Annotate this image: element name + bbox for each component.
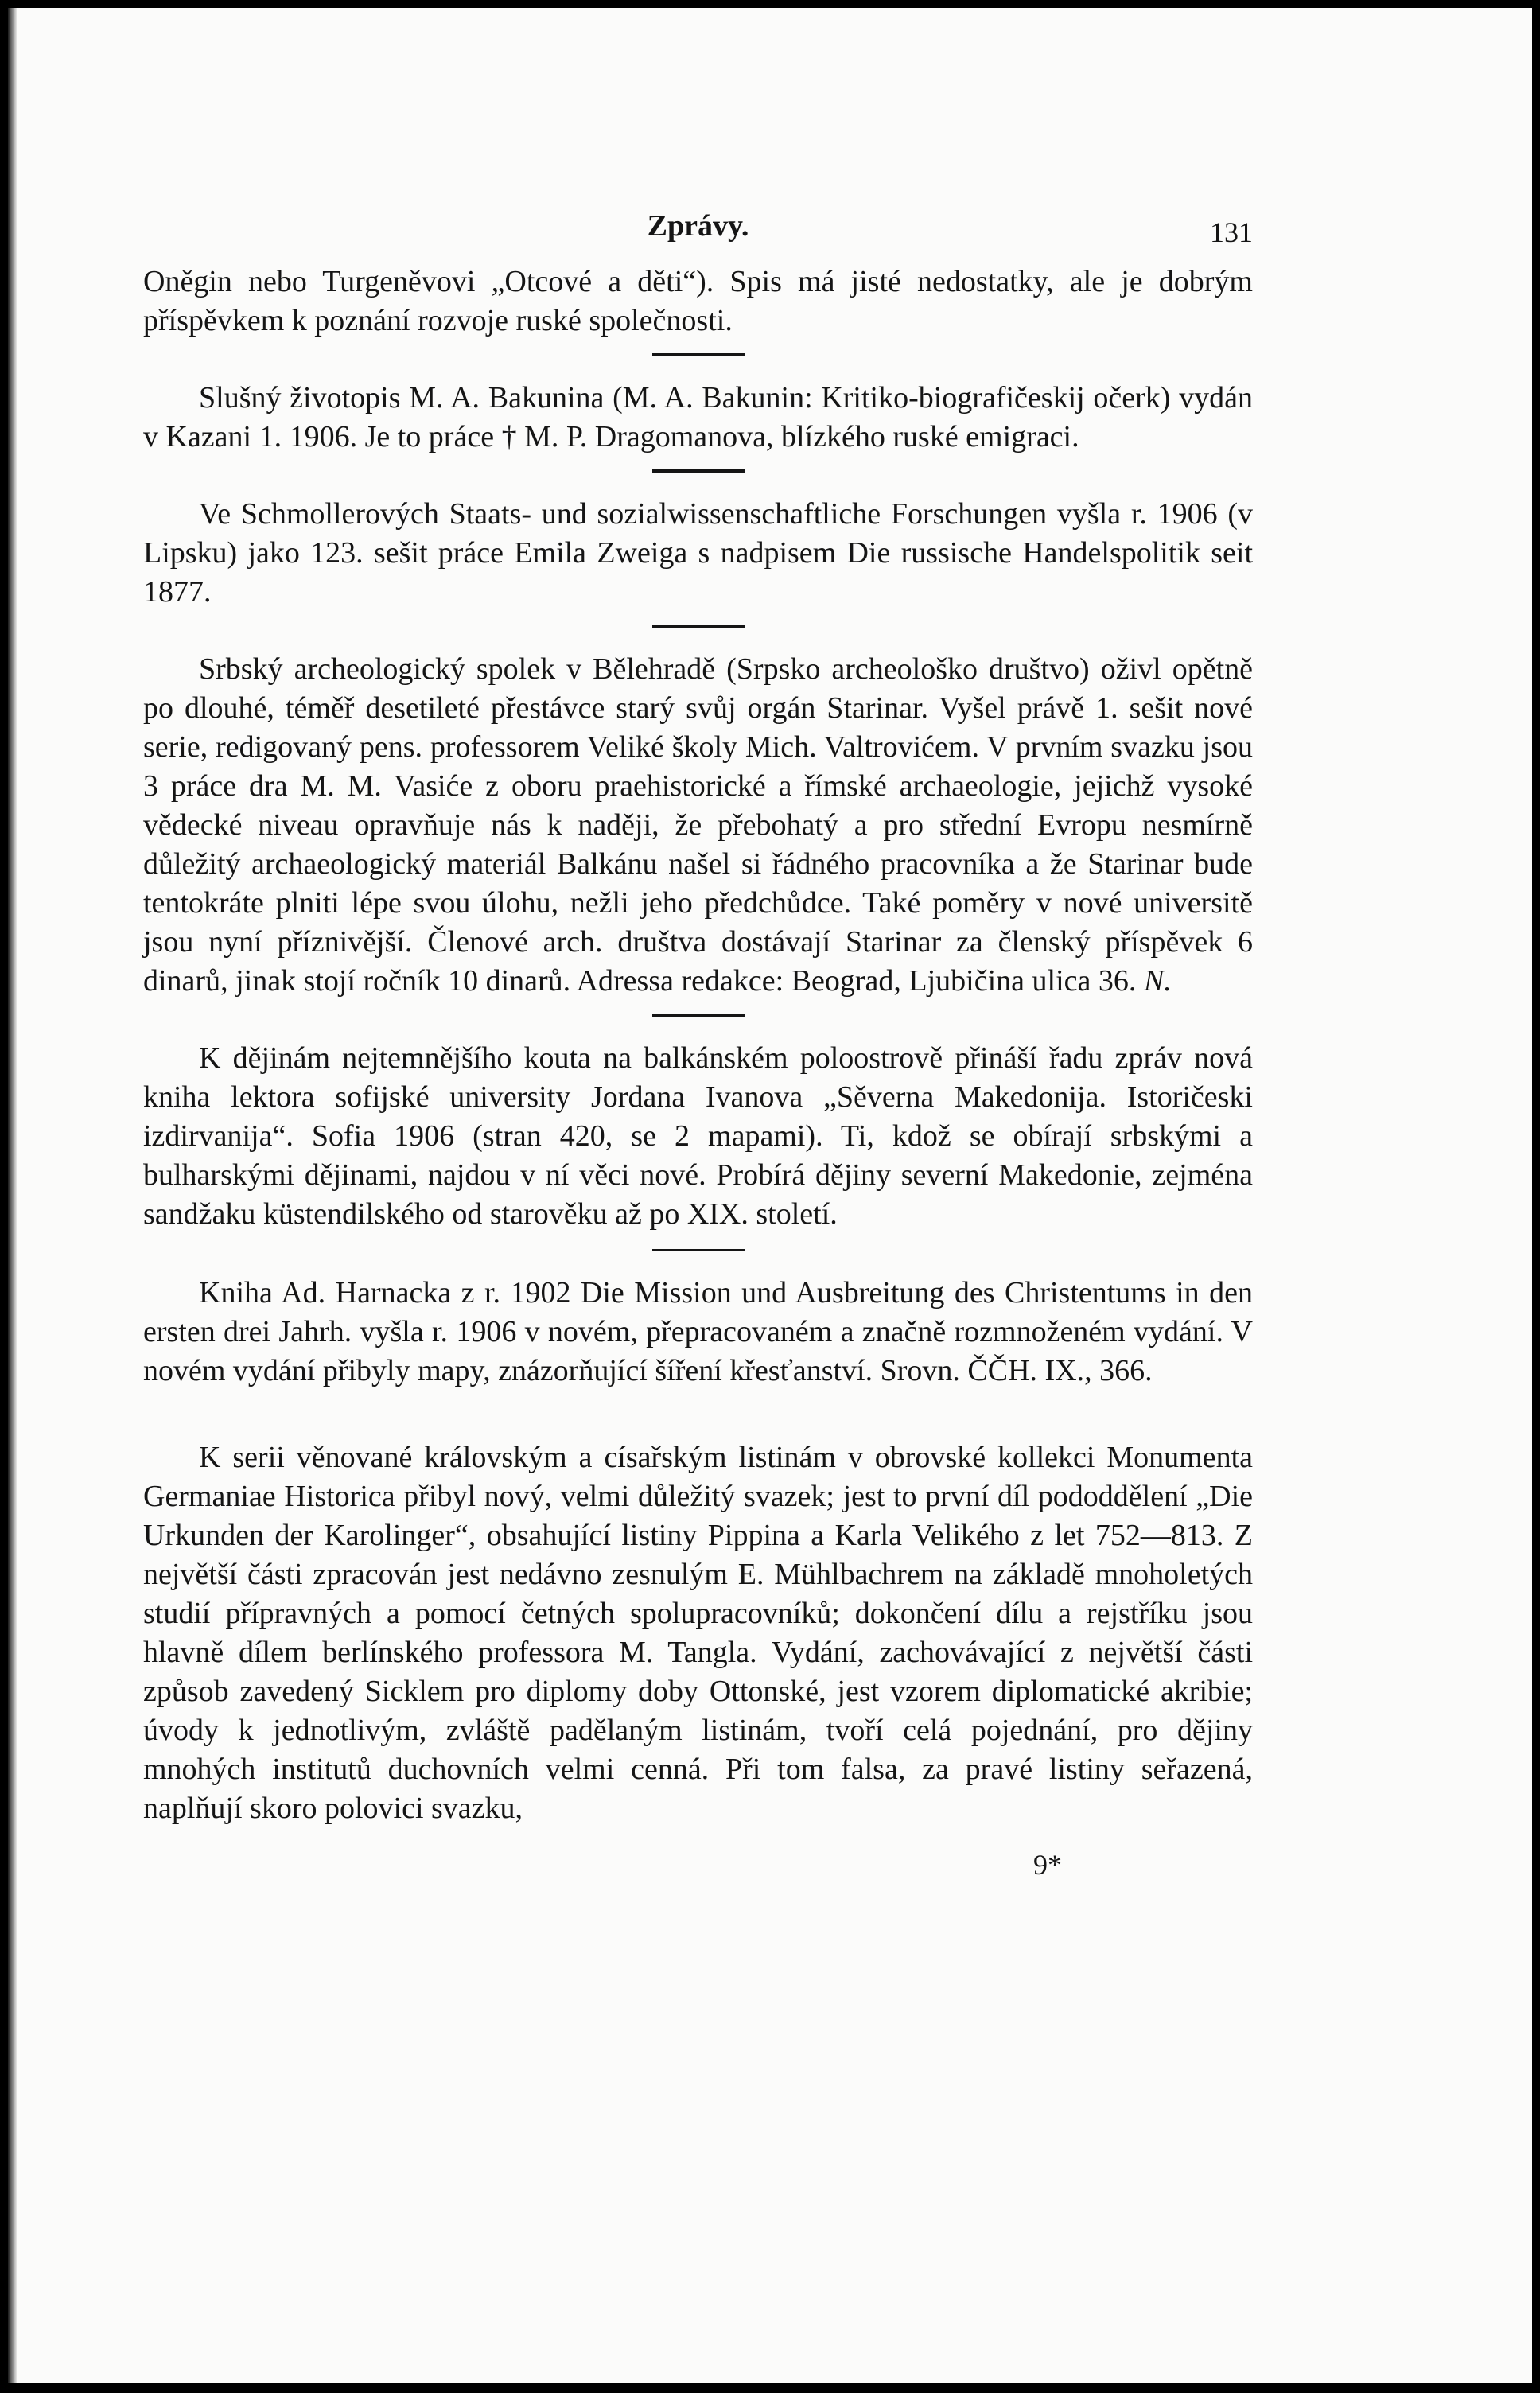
paragraph-harnack: Kniha Ad. Harnacka z r. 1902 Die Mission und Ausbreitung des Christentums in den ersten drei Jahrh. vyšla r. 1906 v novém, přepracovaném a značně rozmnoženém vydání. V novém vydání přibyly mapy, znázorňující šíření křesťanství. Srovn. ČČH. IX., 366. [143,1276,1253,1387]
text-block [143,207,1253,1885]
section-divider [652,1014,745,1017]
section-divider-double [652,1247,745,1251]
paragraph-starinar [143,650,1253,1001]
paragraph-ivanov: K dějinám nejtemnějšího kouta na balkánském poloostrově přináší řadu zpráv nová kniha lektora sofijské university Jordana Ivanova „Sěverna Makedonija. Istoričeski izdirvanija“. Sofia 1906 (stran 420, se 2 mapami). Ti, kdož se obírají srbskými a bulharskými dějinami, najdou v ní věci nové. Probírá dějiny severní Makedonie, zejména sandžaku küstendilského od starověku až po XIX. století. [143,1041,1253,1231]
section-divider [652,625,745,628]
sheet-signature-mark: 9* [1033,1849,1062,1881]
document-page [8,8,1532,2383]
paragraph-continuation: Oněgin nebo Turgeněvovi „Otcové a děti“). Spis má jisté nedostatky, ale je dobrým příspěvkem k poznání rozvoje ruské společnosti. [143,265,1253,337]
running-head [143,207,1253,263]
author-signature: N. [1143,964,1172,998]
section-gap [143,1391,1253,1438]
section-divider [652,353,745,356]
paragraph-monumenta: K serii věnované královským a císařským listinám v obrovské kollekci Monumenta Germaniae Historica přibyl nový, velmi důležitý svazek; jest to první díl pododdělení „Die Urkunden der Karolinger“, obsahující listiny Pippina a Karla Velikého z let 752—813. Z největší části zpracován jest nedávno zesnulým E. Mühlbachrem na základě mnoholetých studií přípravných a pomocí četných spolupracovníků; dokončení dílu a rejstříku jsou hlavně dílem berlínského professora M. Tangla. Vydání, zachovávající z největší části způsob zavedený Sicklem pro diplomy doby Ottonské, jest vzorem diplomatické akribie; úvody k jednotlivým, zvláště padělaným listinám, tvoří celá pojednání, pro dějiny mnohých institutů duchovních velmi cenná. Při tom falsa, za pravé listiny seřazená, naplňují skoro polovici svazku, [143,1441,1253,1825]
scan-edge [8,8,18,2383]
paragraph-starinar-text: Srbský archeologický spolek v Bělehradě (Srpsko archeološko društvo) oživl opětně po dlouhé, téměř desetileté přestávce starý svůj orgán Starinar. Vyšel právě 1. sešit nové serie, redigovaný pens. professorem Veliké školy Mich. Valtrovićem. V prvním svazku jsou 3 práce dra M. M. Vasiće z oboru praehistorické a římské archaeologie, jejichž vysoké vědecké niveau opravňuje nás k naději, že přebohatý a pro střední Evropu nesmírně důležitý archaeologický materiál Balkánu našel si řádného pracovníka a že Starinar bude tentokráte plniti lépe svou úlohu, nežli jeho předchůdce. Také poměry v nové universitě jsou nyní příznivější. Členové arch. društva dostávají Starinar za členský příspěvek 6 dinarů, jinak stojí ročník 10 dinarů. Adressa redakce: Beograd, Ljubičina ulica 36. [143,652,1253,998]
running-head-title: Zprávy. [647,209,749,243]
paragraph-zweig: Ve Schmollerových Staats- und sozialwissenschaftliche Forschungen vyšla r. 1906 (v Lipsku) jako 123. sešit práce Emila Zweiga s nadpisem Die russische Handelspolitik seit 1877. [143,497,1253,609]
paragraph-bakunin: Slušný životopis M. A. Bakunina (M. A. Bakunin: Kritiko-biografičeskij očerk) vydán v Kazani 1. 1906. Je to práce † M. P. Dragomanova, blízkého ruské emigraci. [143,381,1253,453]
page-number: 131 [1210,216,1253,248]
section-divider [652,469,745,473]
